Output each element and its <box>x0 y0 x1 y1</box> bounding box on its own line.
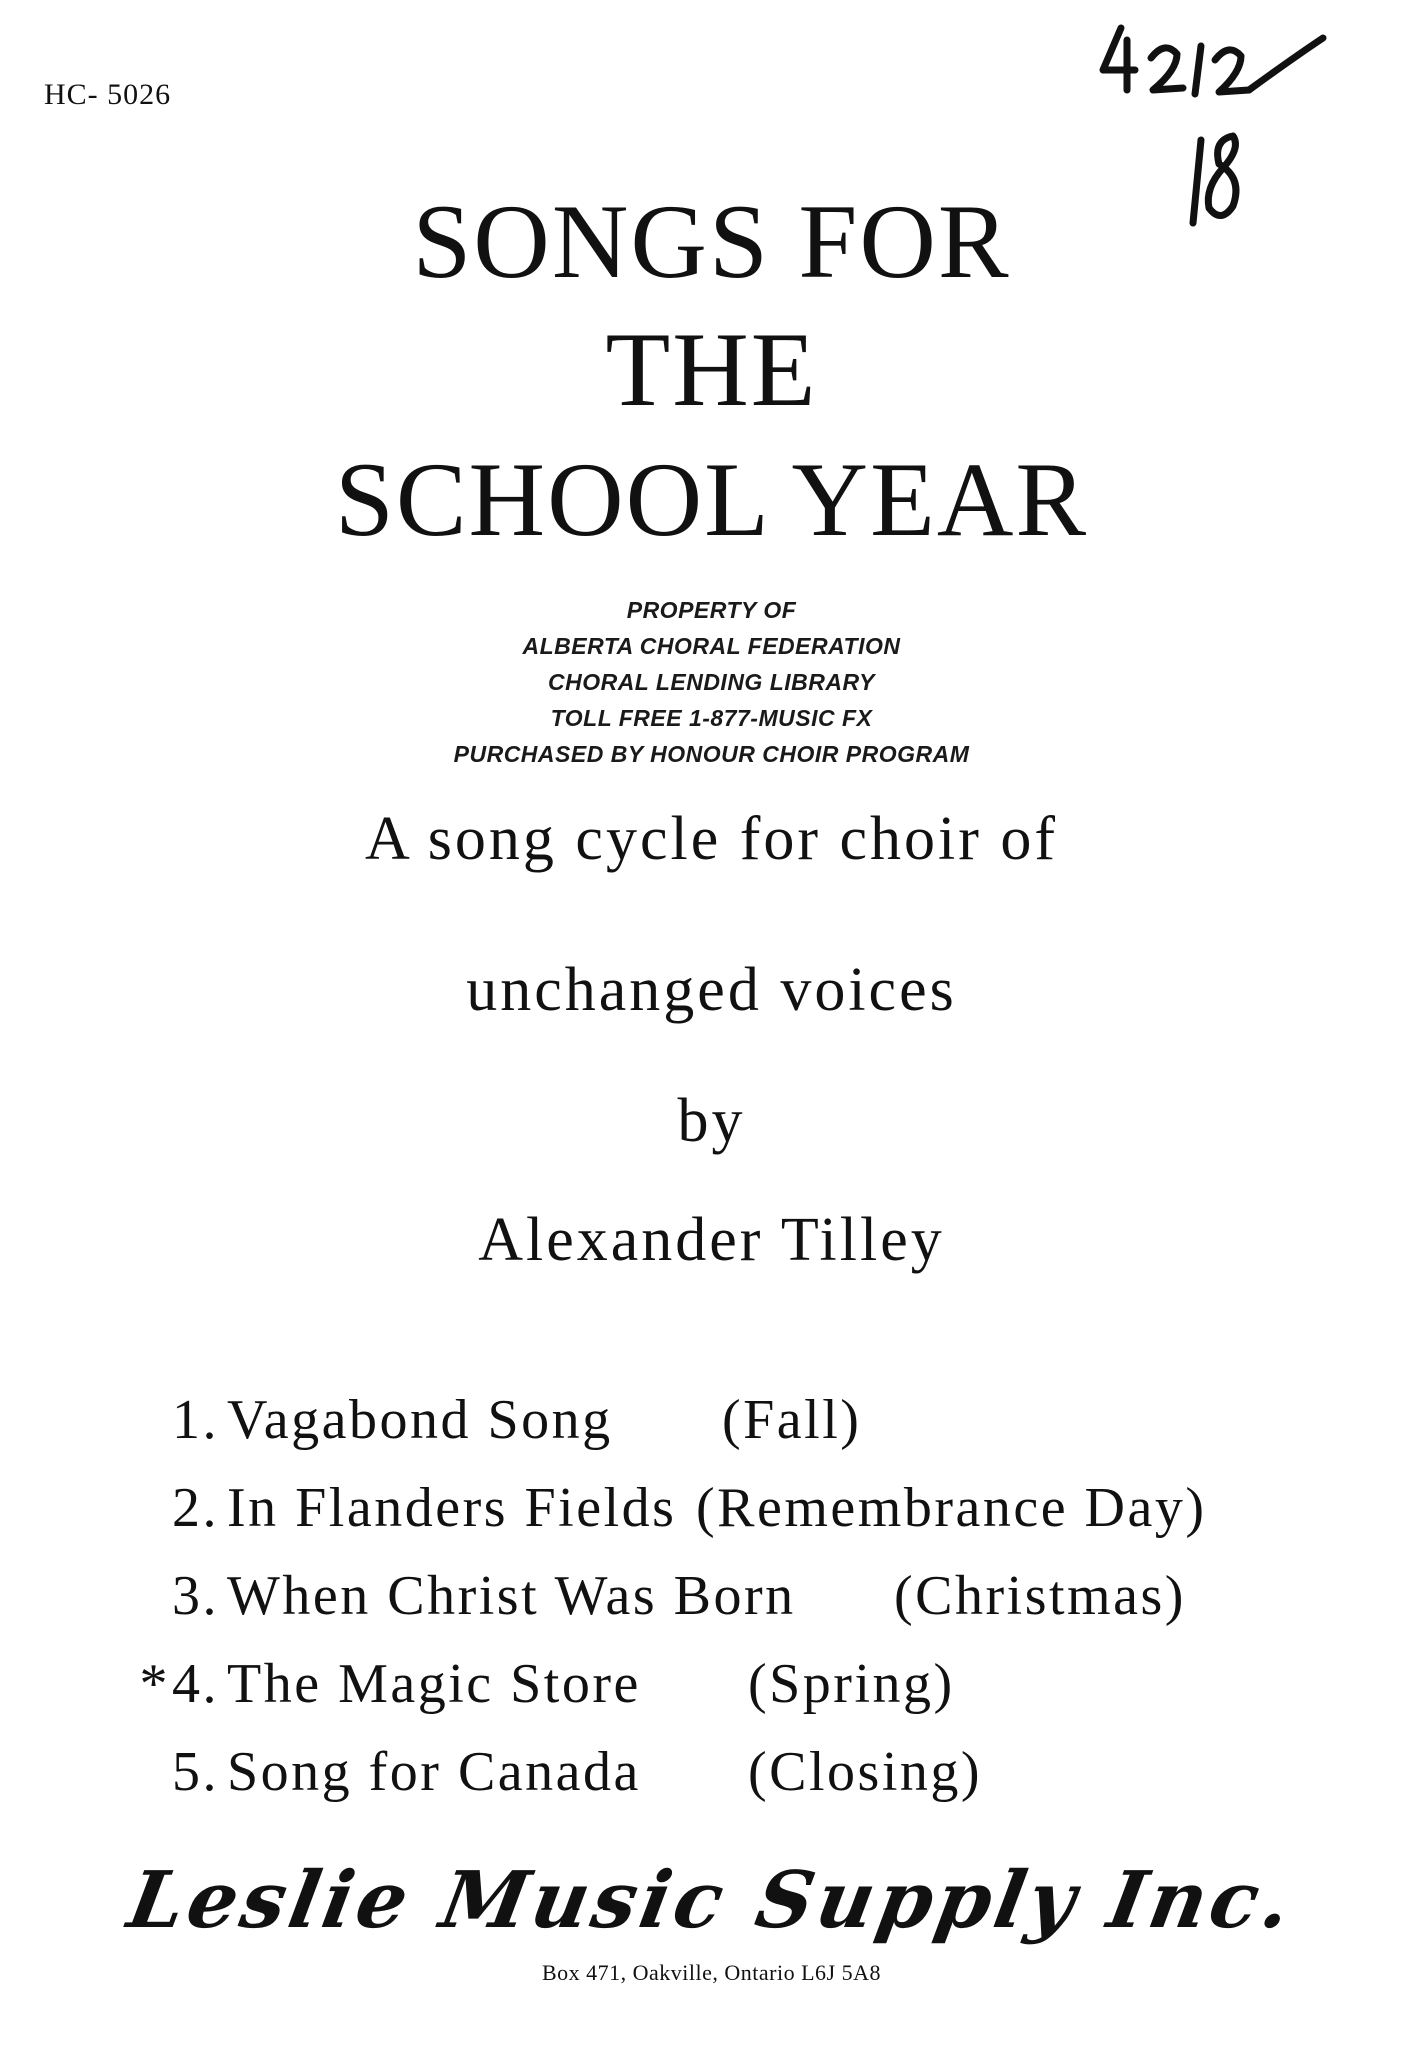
stamp-line: CHORAL LENDING LIBRARY <box>547 669 876 695</box>
song-number: 3. <box>172 1565 219 1627</box>
song-name: Vagabond Song <box>227 1389 613 1451</box>
song-number: 2. <box>172 1477 219 1539</box>
song-season: (Spring) <box>748 1653 955 1715</box>
song-item <box>112 1740 1362 1828</box>
song-item <box>112 1388 1362 1476</box>
song-name: The Magic Store <box>227 1653 641 1715</box>
title-line-2: THE <box>605 311 818 428</box>
song-name: When Christ Was Born <box>227 1565 796 1627</box>
stamp-line: PURCHASED BY HONOUR CHOIR PROGRAM <box>453 741 970 767</box>
stamp-line: TOLL FREE 1-877-MUSIC FX <box>550 705 873 731</box>
song-item <box>112 1476 1362 1564</box>
title-line-3: SCHOOL YEAR <box>334 441 1089 558</box>
song-item <box>112 1652 1362 1740</box>
stamp-line: ALBERTA CHORAL FEDERATION <box>522 633 901 659</box>
publisher-address: Box 471, Oakville, Ontario L6J 5A8 <box>541 1960 882 1985</box>
song-season: (Remembrance Day) <box>696 1477 1207 1539</box>
song-list <box>112 1388 1362 1828</box>
song-number: 4. <box>172 1653 219 1715</box>
author-name: Alexander Tilley <box>478 1206 945 1274</box>
song-number: 5. <box>172 1741 219 1803</box>
subtitle-line-1: A song cycle for choir of <box>364 805 1059 873</box>
song-number: 1. <box>172 1389 219 1451</box>
library-stamp <box>0 592 1423 772</box>
subtitle-line-2: unchanged voices <box>466 956 957 1024</box>
catalog-number: HC- 5026 <box>44 78 172 111</box>
title-line-1: SONGS FOR <box>412 183 1011 300</box>
publisher-logo: Leslie Music Supply Inc. <box>121 1855 1302 1946</box>
song-season: (Fall) <box>722 1389 862 1451</box>
by-label: by <box>677 1087 746 1155</box>
song-season: (Christmas) <box>894 1565 1186 1627</box>
song-name: In Flanders Fields <box>227 1477 677 1539</box>
song-mark: * <box>139 1653 170 1715</box>
song-season: (Closing) <box>748 1741 983 1803</box>
song-name: Song for Canada <box>227 1741 641 1803</box>
stamp-line: PROPERTY OF <box>626 597 797 623</box>
song-item <box>112 1564 1362 1652</box>
